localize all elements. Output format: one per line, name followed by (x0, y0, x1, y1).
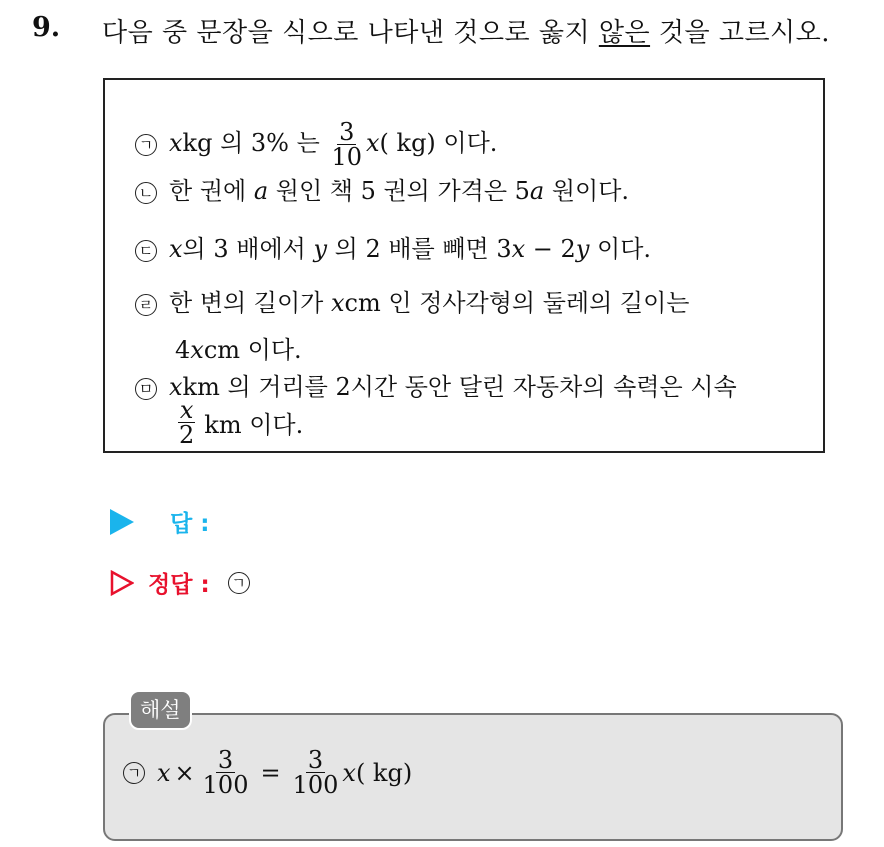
underlined-word: 않은 (598, 18, 651, 48)
choice-marker: ㄴ (135, 182, 157, 204)
explanation-formula: ㄱ x × $\frac{3}{100}$ = $\frac{3}{100}$ x ( kg) (123, 748, 412, 797)
choice-3: ㄷ x의 3 배에서 y 의 2 배를 빼면 3x − 2y 이다. (135, 234, 651, 264)
correct-answer-label: 정답 : (148, 572, 210, 598)
fraction: $\frac{x}{2}$ (179, 396, 195, 449)
choice-marker: ㄱ (123, 762, 145, 784)
question-number: 9. (32, 12, 61, 43)
choice-4-continuation: 4xcm 이다. (175, 336, 302, 364)
choice-1: ㄱ xkg 의 3% 는 $\frac{3}{10}$ x( kg) 이다. (135, 120, 497, 169)
choice-marker: ㄷ (135, 240, 157, 262)
question-text: 다음 중 문장을 식으로 나타낸 것으로 옳지 않은 것을 고르시오. (102, 18, 831, 48)
choice-marker: ㄹ (135, 294, 157, 316)
choice-4: ㄹ 한 변의 길이가 xcm 인 정사각형의 둘레의 길이는 (135, 288, 689, 318)
answer-label: 답 : (170, 511, 210, 537)
fraction: $\frac{3}{10}$ (331, 118, 362, 171)
answer-row (110, 505, 209, 538)
fraction: $\frac{3}{100}$ (202, 746, 249, 799)
choice-marker: ㅁ (135, 378, 157, 400)
explanation-tab: 해설 (129, 690, 192, 730)
correct-answer-row (110, 566, 250, 599)
correct-answer-value: ㄱ (228, 570, 250, 596)
choice-5: ㅁ xkm 의 거리를 2시간 동안 달린 자동차의 속력은 시속 (135, 372, 737, 402)
choice-5-continuation: $\frac{x}{2}$ km 이다. (179, 396, 304, 449)
choices-box (103, 78, 825, 453)
fraction: $\frac{3}{100}$ (292, 746, 339, 799)
play-icon (110, 509, 134, 535)
choice-2: ㄴ 한 권에 a 원인 책 5 권의 가격은 5a 원이다. (135, 176, 629, 206)
choice-marker: ㄱ (135, 134, 157, 156)
play-outline-icon (110, 570, 134, 596)
